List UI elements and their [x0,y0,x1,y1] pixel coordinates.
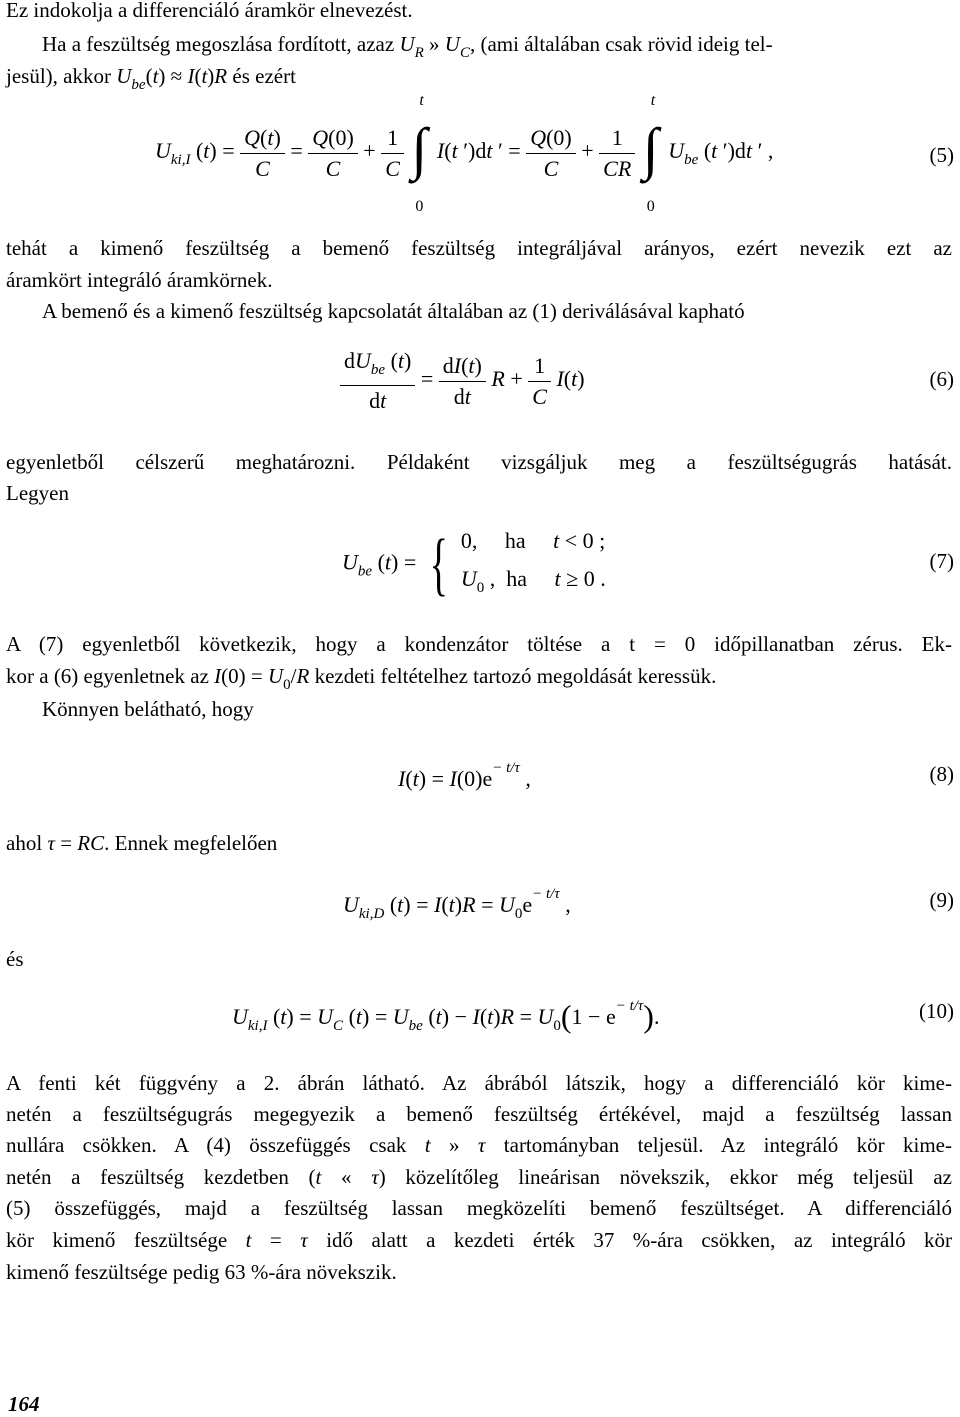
text-line [6,943,952,975]
text-line: nullára csökken. A (4) összefüggés csak t » τ tartományban teljesül. Az integráló kör kime- [6,1133,952,1157]
equation-number: (5) [929,143,954,167]
text-line: ahol τ = RC. Ennek megfelelően [6,831,278,855]
text-line [6,232,952,264]
text-line [42,693,952,725]
text: egyenletből célszerű meghatározni. Példaként vizsgáljuk meg a feszültségugrás hatását. [6,450,952,474]
equation-number: (10) [919,999,954,1023]
page-number: 164 [8,1392,40,1416]
equation-5: $U_{ki,I}$ (t) = $\frac{Q(t)}{C}$ = $\frac{Q(0)}{C}$ + $\frac{1}{C}$ t ∫ 0 I(t ′)dt ′ = $\frac{Q(0)}{C}$ + $\frac{1}{CR}$ t ∫ 0 $U_{be}$ (t ′)dt ′ , [155,92,774,215]
text: nullára csökken. A (4) összefüggés csak [6,1133,425,1157]
text: . Ennek megfelelően [104,831,278,855]
text-line: Ha a feszültség megoszlása fordított, azaz $U_R$ » $U_C$, (ami általában csak rövid ideig tel- [42,32,773,61]
text: és ezért [227,64,296,88]
text: tartományban teljesül. Az integráló kör kime- [485,1133,952,1157]
text-line: kor a (6) egyenletnek az $I(0) = U_0/R$ kezdeti feltételhez tartozó megoldását keressük. [6,664,717,693]
text: A fenti két függvény a 2. ábrán látható. Az ábrából látszik, hogy a differenciáló kör kime- [6,1071,952,1095]
equation-10: $U_{ki,I}$ $(t) = U_C$ $(t) = U_{be}$ $(t) - I(t)R = U_0(1 - e^{- t/\tau})$. [232,998,660,1034]
equation-number: (8) [929,762,954,786]
equation-number: (9) [929,888,954,912]
text: és [6,947,24,971]
text: A (7) egyenletből következik, hogy a kondenzátor töltése a t = 0 időpillanatban zérus. Ek- [6,632,952,656]
text-line [6,446,952,478]
text: tehát a kimenő feszültség a bemenő feszültség integráljával arányos, ezért nevezik ezt az [6,236,952,260]
text-line [6,1067,952,1099]
text: kör kimenő feszültsége [6,1228,246,1252]
text-line [6,477,952,509]
equation-8: $I(t) = I(0)e^{- t/\tau}$ , [398,760,531,791]
text: ) közelítőleg lineárisan növekszik, ekkor még teljesül az [378,1165,953,1189]
text-line: jesül), akkor $U_{be}(t) \approx I(t)R$ és ezért [6,64,296,93]
equation-9: $U_{ki,D}$ $(t) = I(t)R = U_0e^{- t/\tau}$ , [343,886,571,922]
text-line [6,628,952,660]
equation-6: $\frac{dU_{be} (t)}{dt}$ = $\frac{dI(t)}{dt}$ R + $\frac{1}{C}$ I(t) [340,346,585,416]
text: Legyen [6,481,69,505]
text: Ez indokolja a differenciáló áramkör elnevezést. [6,0,413,22]
text: kor a (6) egyenletnek az [6,664,215,688]
text-line [6,0,952,26]
text: áramkört integráló áramkörnek. [6,268,273,292]
text-line [6,264,952,296]
text: netén a feszültség kezdetben ( [6,1165,316,1189]
text: jesül), akkor [6,64,117,88]
text-line [6,1192,952,1224]
text: A bemenő és a kimenő feszültség kapcsolatát általában az (1) deriválásával kapható [42,299,745,323]
equation-number: (7) [929,549,954,573]
text-line [6,1256,952,1288]
text: Ha a feszültség megoszlása fordított, azaz [42,32,400,56]
text: idő alatt a kezdeti érték 37 %-ára csökken, az integráló kör [307,1228,953,1252]
equation-7: $U_{be}$ (t) = { 0, ha t < 0 ; $U_0$ , ha t ≥ 0 . [342,525,606,603]
text: (5) összefüggés, majd a feszültség lassan megközelíti bemenő feszültséget. A differenciáló [6,1196,952,1220]
text-line [6,1098,952,1130]
text-line [42,295,952,327]
text: (ami általában csak rövid ideig tel- [475,32,773,56]
text: kezdeti feltételhez tartozó megoldását keressük. [309,664,717,688]
text-line: netén a feszültség kezdetben (t « τ) közelítőleg lineárisan növekszik, ekkor még teljesül az [6,1165,953,1189]
text: ahol [6,831,48,855]
text: netén a feszültségugrás megegyezik a bemenő feszültség értékével, majd a feszültség lassan [6,1102,952,1126]
text-line: kör kimenő feszültsége t = τ idő alatt a kezdeti érték 37 %-ára csökken, az integráló kör [6,1228,953,1252]
text: kimenő feszültsége pedig 63 %-ára növekszik. [6,1260,397,1284]
equation-number: (6) [929,367,954,391]
text: Könnyen belátható, hogy [42,697,254,721]
